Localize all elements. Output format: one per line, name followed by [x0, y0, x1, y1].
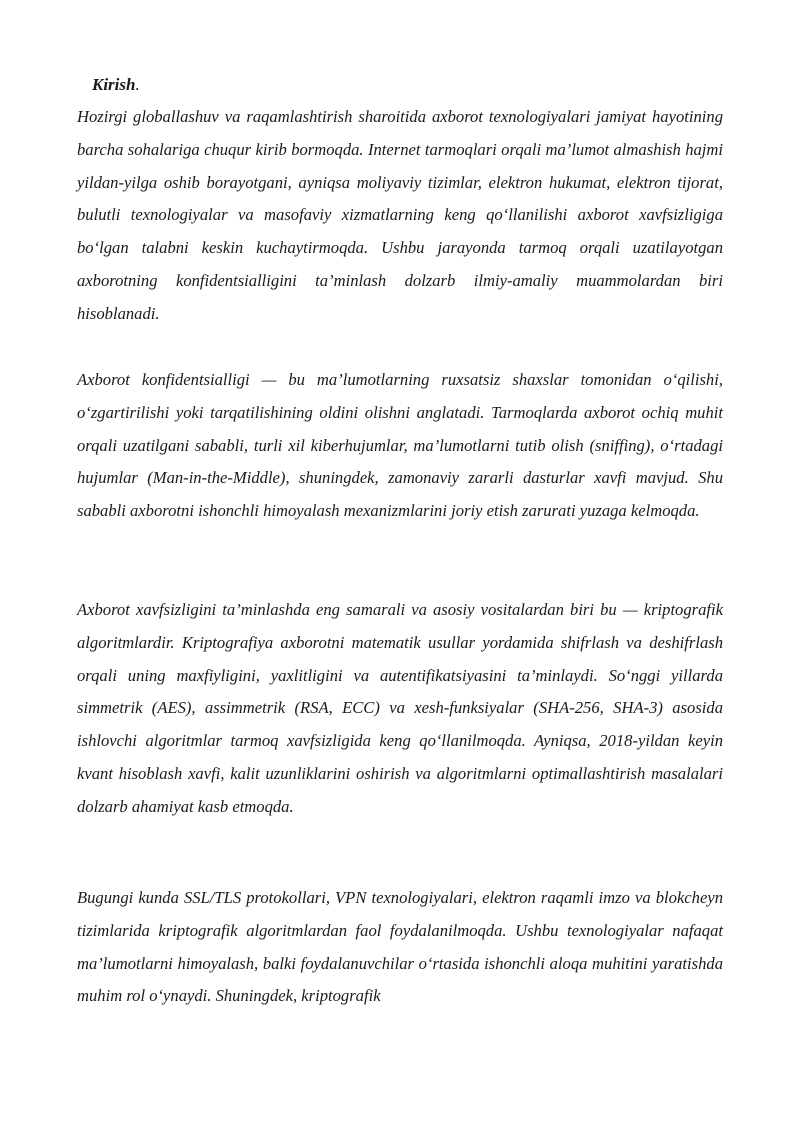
paragraph-protocols: Bugungi kunda SSL/TLS protokollari, VPN texnologiyalari, elektron raqamli imzo va blokcheyn tizimlarida kriptografik algoritmlardan faol foydalanilmoqda. Ushbu texnologiyalar nafaqat ma’lumotlarni himoyalash, balki foydalanuvchilar o‘rtasida ishonchli aloqa muhitini yaratishda muhim rol o‘ynaydi. Shuningdek, kriptografik: [77, 888, 723, 1006]
paragraph-intro: Hozirgi globallashuv va raqamlashtirish sharoitida axborot texnologiyalari jamiyat hayotining barcha sohalariga chuqur kirib bormoqda. Internet tarmoqlari orqali ma’lumot almashish hajmi yildan-yilga oshib borayotgani, ayniqsa moliyaviy tizimlar, elektron hukumat, elektron tijorat, bulutli texnologiyalar va masofaviy xizmatlarning keng qo‘llanilishi axborot xavfsizligiga bo‘lgan talabni keskin kuchaytirmoqda. Ushbu jarayonda tarmoq orqali uzatilayotgan axborotning konfidentsialligini ta’minlash dolzarb ilmiy-amaliy muammolardan biri hisoblanadi.: [77, 107, 723, 323]
section-heading: [92, 73, 140, 97]
section-heading-punct: .: [135, 75, 140, 94]
paragraph-cryptography: Axborot xavfsizligini ta’minlashda eng samarali va asosiy vositalardan biri bu — kriptografik algoritmlardir. Kriptografiya axborotni matematik usullar yordamida shifrlash va deshifrlash orqali uning maxfiyligini, yaxlitligini va autentifikatsiyasini ta’minlaydi. So‘nggi yillarda simmetrik (AES), assimmetrik (RSA, ECC) va xesh-funksiyalar (SHA-256, SHA-3) asosida ishlovchi algoritmlar tarmoq xavfsizligida keng qo‘llanilmoqda. Ayniqsa, 2018-yildan keyin kvant hisoblash xavfi, kalit uzunliklarini oshirish va algoritmlarni optimallashtirish masalalari dolzarb ahamiyat kasb etmoqda.: [77, 600, 723, 816]
paragraph-confidentiality: Axborot konfidentsialligi — bu ma’lumotlarning ruxsatsiz shaxslar tomonidan o‘qilishi, o‘zgartirilishi yoki tarqatilishining oldini olishni anglatadi. Tarmoqlarda axborot ochiq muhit orqali uzatilgani sababli, turli xil kiberhujumlar, ma’lumotlarni tutib olish (sniffing), o‘rtadagi hujumlar (Man-in-the-Middle), shuningdek, zamonaviy zararli dasturlar xavfi mavjud. Shu sababli axborotni ishonchli himoyalash mexanizmlarini joriy etish zarurati yuzaga kelmoqda.: [77, 370, 723, 521]
section-heading-title: Kirish: [92, 75, 136, 94]
